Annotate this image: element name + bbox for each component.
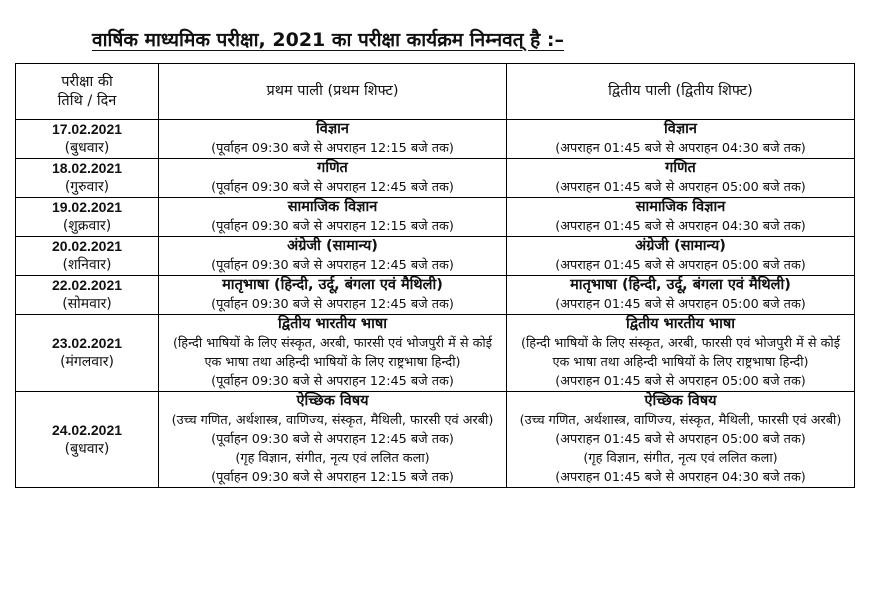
date-cell (16, 276, 159, 315)
subject-name: सामाजिक विज्ञान (635, 199, 726, 215)
second-shift-cell (507, 159, 855, 198)
header-date-line1: परीक्षा की (61, 73, 113, 90)
time-range: (पूर्वाहन 09:30 बजे से अपराहन 12:45 बजे तक) (211, 374, 454, 389)
subject-note: (हिन्दी भाषियों के लिए संस्कृत, अरबी, फारसी एवं भोजपुरी में से कोई एक भाषा तथा अहिन्दी भाषियों के लिए राष्ट्रभाषा हिन्दी) (520, 336, 840, 370)
time-range: (पूर्वाहन 09:30 बजे से अपराहन 12:45 बजे तक) (211, 432, 454, 447)
first-shift-cell (159, 237, 507, 276)
subject-note: (हिन्दी भाषियों के लिए संस्कृत, अरबी, फारसी एवं भोजपुरी में से कोई एक भाषा तथा अहिन्दी भाषियों के लिए राष्ट्रभाषा हिन्दी) (172, 336, 492, 370)
exam-date: 22.02.2021 (51, 277, 123, 293)
exam-schedule-table (15, 63, 855, 488)
subject-name: गणित (317, 160, 348, 176)
exam-date: 23.02.2021 (51, 335, 123, 351)
subject-note: (उच्च गणित, अर्थशास्त्र, वाणिज्य, संस्कृत, मैथिली, फारसी एवं अरबी) (519, 413, 842, 428)
exam-day: (सोमवार) (62, 296, 112, 312)
date-cell (16, 198, 159, 237)
time-range: (अपराहन 01:45 बजे से अपराहन 04:30 बजे तक) (555, 470, 806, 485)
time-range: (पूर्वाहन 09:30 बजे से अपराहन 12:15 बजे तक) (211, 470, 454, 485)
exam-day: (शुक्रवार) (62, 218, 112, 234)
first-shift-cell (159, 315, 507, 392)
subject-note: (गृह विज्ञान, संगीत, नृत्य एवं ललित कला) (583, 451, 778, 466)
table-row (16, 237, 855, 276)
subject-name: सामाजिक विज्ञान (287, 199, 378, 215)
time-range: (अपराहन 01:45 बजे से अपराहन 04:30 बजे तक) (555, 219, 806, 234)
subject-note: (गृह विज्ञान, संगीत, नृत्य एवं ललित कला) (235, 451, 430, 466)
time-range: (पूर्वाहन 09:30 बजे से अपराहन 12:45 बजे तक) (211, 297, 454, 312)
exam-date: 19.02.2021 (51, 199, 123, 215)
time-range: (अपराहन 01:45 बजे से अपराहन 05:00 बजे तक) (555, 374, 806, 389)
exam-date: 24.02.2021 (51, 421, 123, 438)
time-range: (पूर्वाहन 09:30 बजे से अपराहन 12:15 बजे तक) (211, 141, 454, 156)
second-shift-cell (507, 315, 855, 392)
second-shift-cell (507, 276, 855, 315)
first-shift-cell (159, 159, 507, 198)
subject-name: अंग्रेजी (सामान्य) (635, 238, 726, 254)
subject-note: (उच्च गणित, अर्थशास्त्र, वाणिज्य, संस्कृत, मैथिली, फारसी एवं अरबी) (171, 413, 494, 428)
exam-day: (मंगलवार) (60, 354, 114, 370)
exam-day: (बुधवार) (64, 440, 110, 457)
time-range: (अपराहन 01:45 बजे से अपराहन 05:00 बजे तक) (555, 180, 806, 195)
subject-name: ऐच्छिक विषय (644, 393, 717, 409)
subject-name: ऐच्छिक विषय (296, 393, 369, 409)
date-cell (16, 120, 159, 159)
subject-name: गणित (665, 160, 696, 176)
header-date-line2: तिथि / दिन (57, 92, 117, 109)
first-shift-cell (159, 120, 507, 159)
date-cell (16, 159, 159, 198)
second-shift-cell (507, 120, 855, 159)
table-row (16, 120, 855, 159)
subject-name: मातृभाषा (हिन्दी, उर्दू, बंगला एवं मैथिली) (570, 277, 791, 293)
time-range: (अपराहन 01:45 बजे से अपराहन 05:00 बजे तक) (555, 297, 806, 312)
time-range: (अपराहन 01:45 बजे से अपराहन 04:30 बजे तक) (555, 141, 806, 156)
table-row (16, 392, 855, 488)
subject-name: विज्ञान (664, 121, 697, 137)
table-row (16, 315, 855, 392)
header-second-shift: द्वितीय पाली (द्वितीय शिफ्ट) (507, 64, 855, 120)
exam-date: 18.02.2021 (51, 160, 123, 176)
exam-day: (शनिवार) (62, 257, 112, 273)
header-first-shift: प्रथम पाली (प्रथम शिफ्ट) (159, 64, 507, 120)
second-shift-cell (507, 392, 855, 488)
exam-day: (गुरुवार) (64, 179, 110, 195)
time-range: (अपराहन 01:45 बजे से अपराहन 05:00 बजे तक) (555, 432, 806, 447)
second-shift-cell (507, 198, 855, 237)
second-shift-cell (507, 237, 855, 276)
time-range: (अपराहन 01:45 बजे से अपराहन 05:00 बजे तक) (555, 258, 806, 273)
exam-date: 17.02.2021 (51, 121, 123, 137)
table-row (16, 198, 855, 237)
first-shift-cell (159, 198, 507, 237)
subject-name: द्वितीय भारतीय भाषा (625, 316, 735, 332)
time-range: (पूर्वाहन 09:30 बजे से अपराहन 12:45 बजे तक) (211, 258, 454, 273)
subject-name: द्वितीय भारतीय भाषा (277, 316, 387, 332)
date-cell (16, 237, 159, 276)
header-date-day (16, 64, 159, 120)
first-shift-cell (159, 392, 507, 488)
table-row (16, 276, 855, 315)
page-title: वार्षिक माध्यमिक परीक्षा, 2021 का परीक्षा कार्यक्रम निम्नवत् है :– (92, 29, 564, 51)
date-cell (16, 392, 159, 488)
subject-name: विज्ञान (316, 121, 349, 137)
exam-day: (बुधवार) (64, 140, 110, 156)
table-row (16, 159, 855, 198)
table-header-row (16, 64, 855, 120)
subject-name: अंग्रेजी (सामान्य) (287, 238, 378, 254)
time-range: (पूर्वाहन 09:30 बजे से अपराहन 12:45 बजे तक) (211, 180, 454, 195)
exam-date: 20.02.2021 (51, 238, 123, 254)
date-cell (16, 315, 159, 392)
time-range: (पूर्वाहन 09:30 बजे से अपराहन 12:15 बजे तक) (211, 219, 454, 234)
first-shift-cell (159, 276, 507, 315)
subject-name: मातृभाषा (हिन्दी, उर्दू, बंगला एवं मैथिली) (222, 277, 443, 293)
